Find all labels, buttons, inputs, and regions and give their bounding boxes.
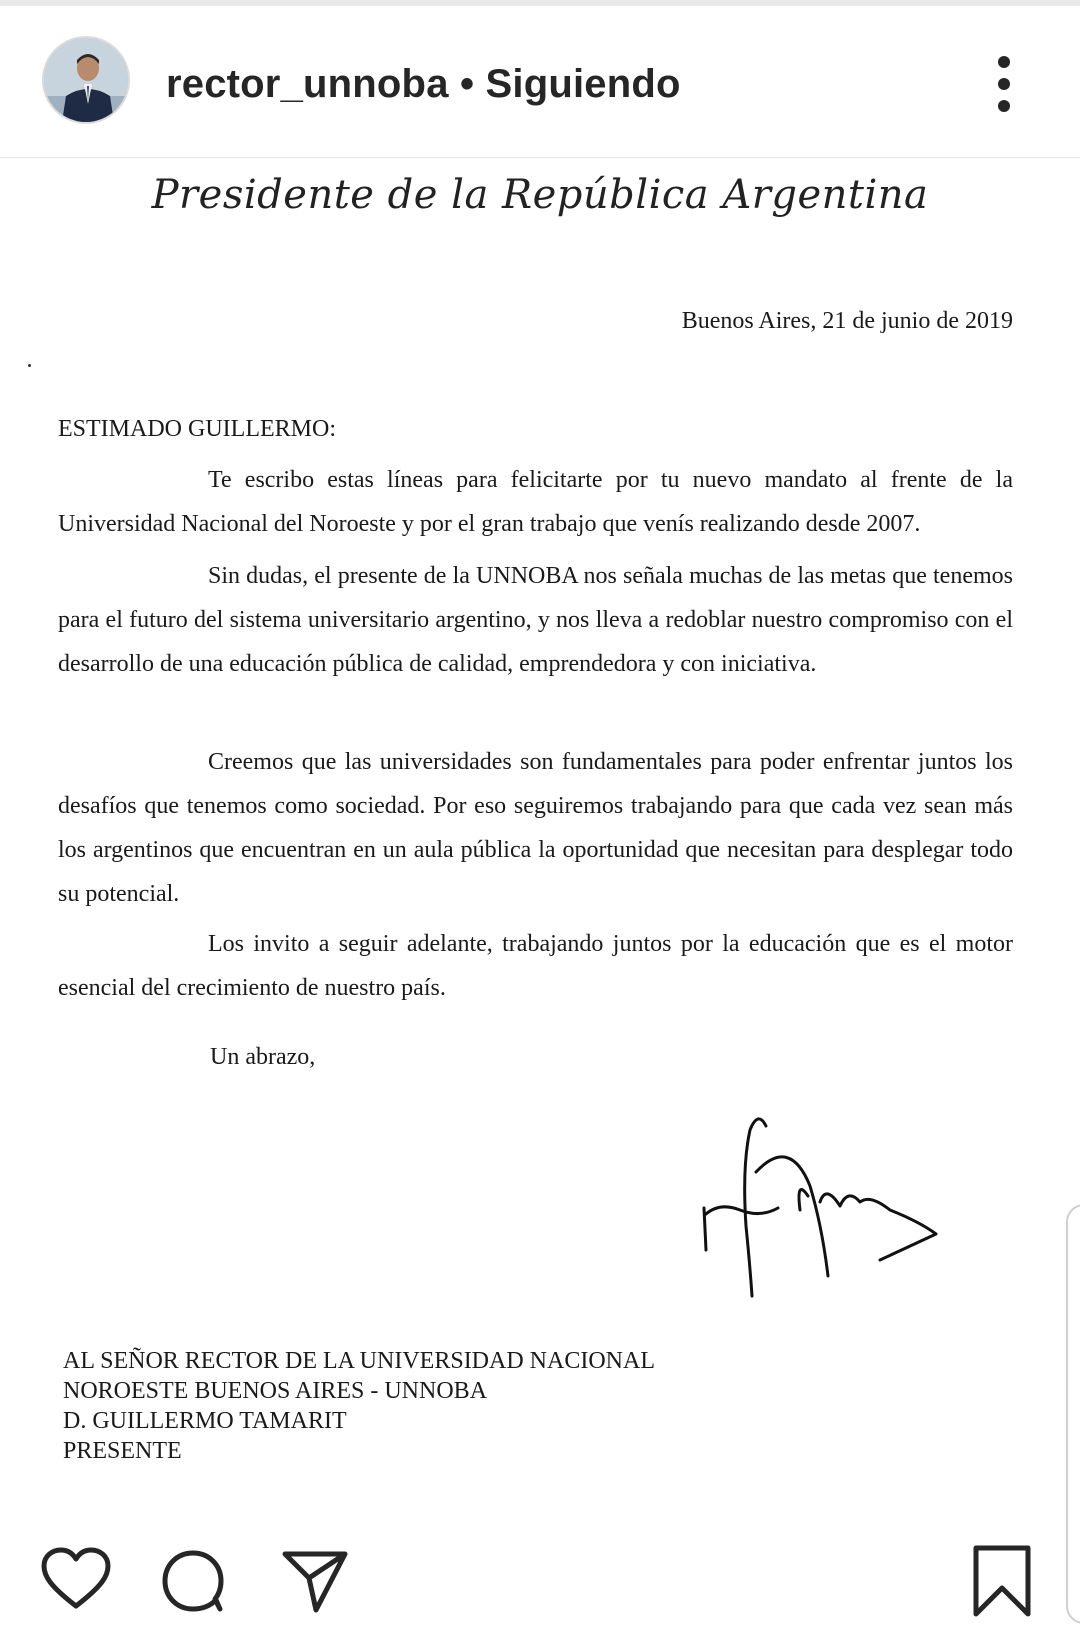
letter-paragraph: Te escribo estas líneas para felicitarte por tu nuevo mandato al frente de la Universidad Nacional del Noroeste y por el gran trabajo que venís realizando desde 2007. [58,467,1013,537]
address-line: NOROESTE BUENOS AIRES - UNNOBA [63,1378,488,1404]
letter-closing: Un abrazo, [210,1044,316,1070]
letter-paragraph: Los invito a seguir adelante, trabajando juntos por la educación que es el motor esencial del crecimiento de nuestro país. [58,931,1013,1001]
letterhead: Presidente de la República Argentina [151,172,929,218]
username-link[interactable]: rector_unnoba [166,62,449,106]
separator-dot: • [459,62,475,106]
address-line: PRESENTE [63,1438,182,1464]
post-header [0,6,1080,158]
letter-paragraph: Sin dudas, el presente de la UNNOBA nos señala muchas de las metas que tenemos para el futuro del sistema universitario argentino, y nos lleva a redoblar nuestro compromiso con el desarrollo de una educación pública de calidad, emprendedora y con iniciativa. [58,563,1013,677]
avatar[interactable] [42,36,130,124]
post-author [166,62,681,107]
speck [28,364,31,367]
address-line: AL SEÑOR RECTOR DE LA UNIVERSIDAD NACIONAL [63,1348,655,1374]
share-icon[interactable] [280,1548,350,1614]
post-actions-bar [0,1508,1080,1628]
follow-status-button[interactable]: Siguiendo [485,62,681,106]
heart-icon[interactable] [40,1546,112,1612]
more-vertical-icon[interactable] [990,54,1018,114]
comment-icon[interactable] [160,1548,226,1614]
letter-address [63,1346,655,1466]
bookmark-icon[interactable] [970,1544,1034,1618]
letter-date: Buenos Aires, 21 de junio de 2019 [681,308,1013,334]
profile-photo-icon [44,38,128,122]
signature [700,1106,980,1316]
letter-paragraph: Creemos que las universidades son fundamentales para poder enfrentar juntos los desafíos que tenemos como sociedad. Por eso seguiremos trabajando para que cada vez sean más los argentinos que encuentran en un aula pública la oportunidad que necesitan para desplegar todo su potencial. [58,749,1013,907]
side-panel-edge[interactable] [1066,1204,1080,1624]
post-image-letter [0,158,1080,1508]
letter-salutation: ESTIMADO GUILLERMO: [58,416,336,442]
address-line: D. GUILLERMO TAMARIT [63,1408,347,1434]
